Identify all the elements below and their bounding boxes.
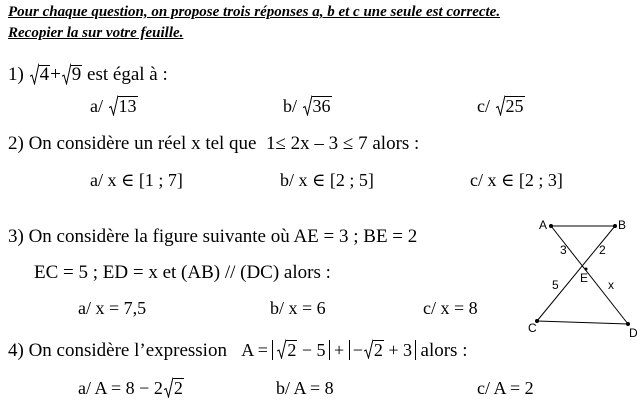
question-4-text: On considère l’expression (28, 340, 227, 361)
question-1-text: est égal à : (87, 64, 168, 85)
q4-option-c: c/ A = 2 (477, 378, 534, 398)
label-ed: x (608, 278, 614, 292)
absolute-value-2: − 2 + 3 (349, 340, 416, 360)
question-2-number: 2) (8, 133, 24, 154)
expression-a: A = 2 − 5 + − 2 + 3 (241, 340, 420, 360)
q2-option-c: c/ x ∈ [2 ; 3] (470, 170, 563, 190)
question-4 (8, 340, 467, 362)
segment-ad (551, 226, 628, 324)
q1-option-a: a/ 13 (90, 96, 137, 116)
question-3-line-2: EC = 5 ; ED = x et (AB) // (DC) alors : (34, 262, 331, 283)
instruction-line-1: Pour chaque question, on propose trois réponses a, b et c une seule est correcte. (8, 4, 501, 20)
question-4-tail: alors : (420, 340, 468, 361)
q3-option-a: a/ x = 7,5 (78, 298, 147, 318)
question-3-line-1: 3) On considère la figure suivante où AE = 3 ; BE = 2 (8, 226, 418, 247)
label-b: B (618, 218, 627, 232)
q3-option-b: b/ x = 6 (270, 298, 326, 318)
sqrt-4: 4 (30, 64, 51, 86)
question-2-inequality: 1≤ 2x – 3 ≤ 7 alors : (266, 133, 420, 154)
sqrt-9: 9 (62, 64, 83, 86)
label-d: D (629, 326, 638, 340)
absolute-value-1: 2 − 5 (272, 340, 329, 360)
label-a: A (539, 218, 548, 232)
plus-sign: + (50, 64, 61, 85)
q2-option-a: a/ x ∈ [1 ; 7] (90, 170, 183, 190)
segment-bc (537, 226, 615, 321)
question-1 (8, 64, 168, 86)
question-2-text: On considère un réel x tel que (28, 133, 257, 154)
q1-option-c: c/ 25 (477, 96, 524, 116)
question-2 (8, 133, 419, 155)
point-a (549, 224, 553, 228)
q4-option-b: b/ A = 8 (276, 378, 334, 398)
point-b (613, 224, 617, 228)
instruction-line-2: Recopier la sur votre feuille. (8, 25, 184, 41)
q1-option-b: b/ 36 (283, 96, 331, 116)
geometry-figure (528, 214, 638, 340)
label-ae: 3 (560, 243, 567, 257)
label-ec: 5 (552, 278, 559, 292)
question-1-number: 1) (8, 64, 24, 85)
label-e: E (580, 271, 589, 285)
q2-option-b: b/ x ∈ [2 ; 5] (280, 170, 374, 190)
label-be: 2 (599, 243, 606, 257)
q3-option-c: c/ x = 8 (423, 298, 478, 318)
question-3-number: 3) (8, 226, 24, 247)
q4-option-a: a/ A = 8 − 2 2 (78, 378, 183, 398)
segment-cd (537, 321, 628, 324)
question-4-number: 4) (8, 340, 24, 361)
label-c: C (528, 321, 537, 335)
